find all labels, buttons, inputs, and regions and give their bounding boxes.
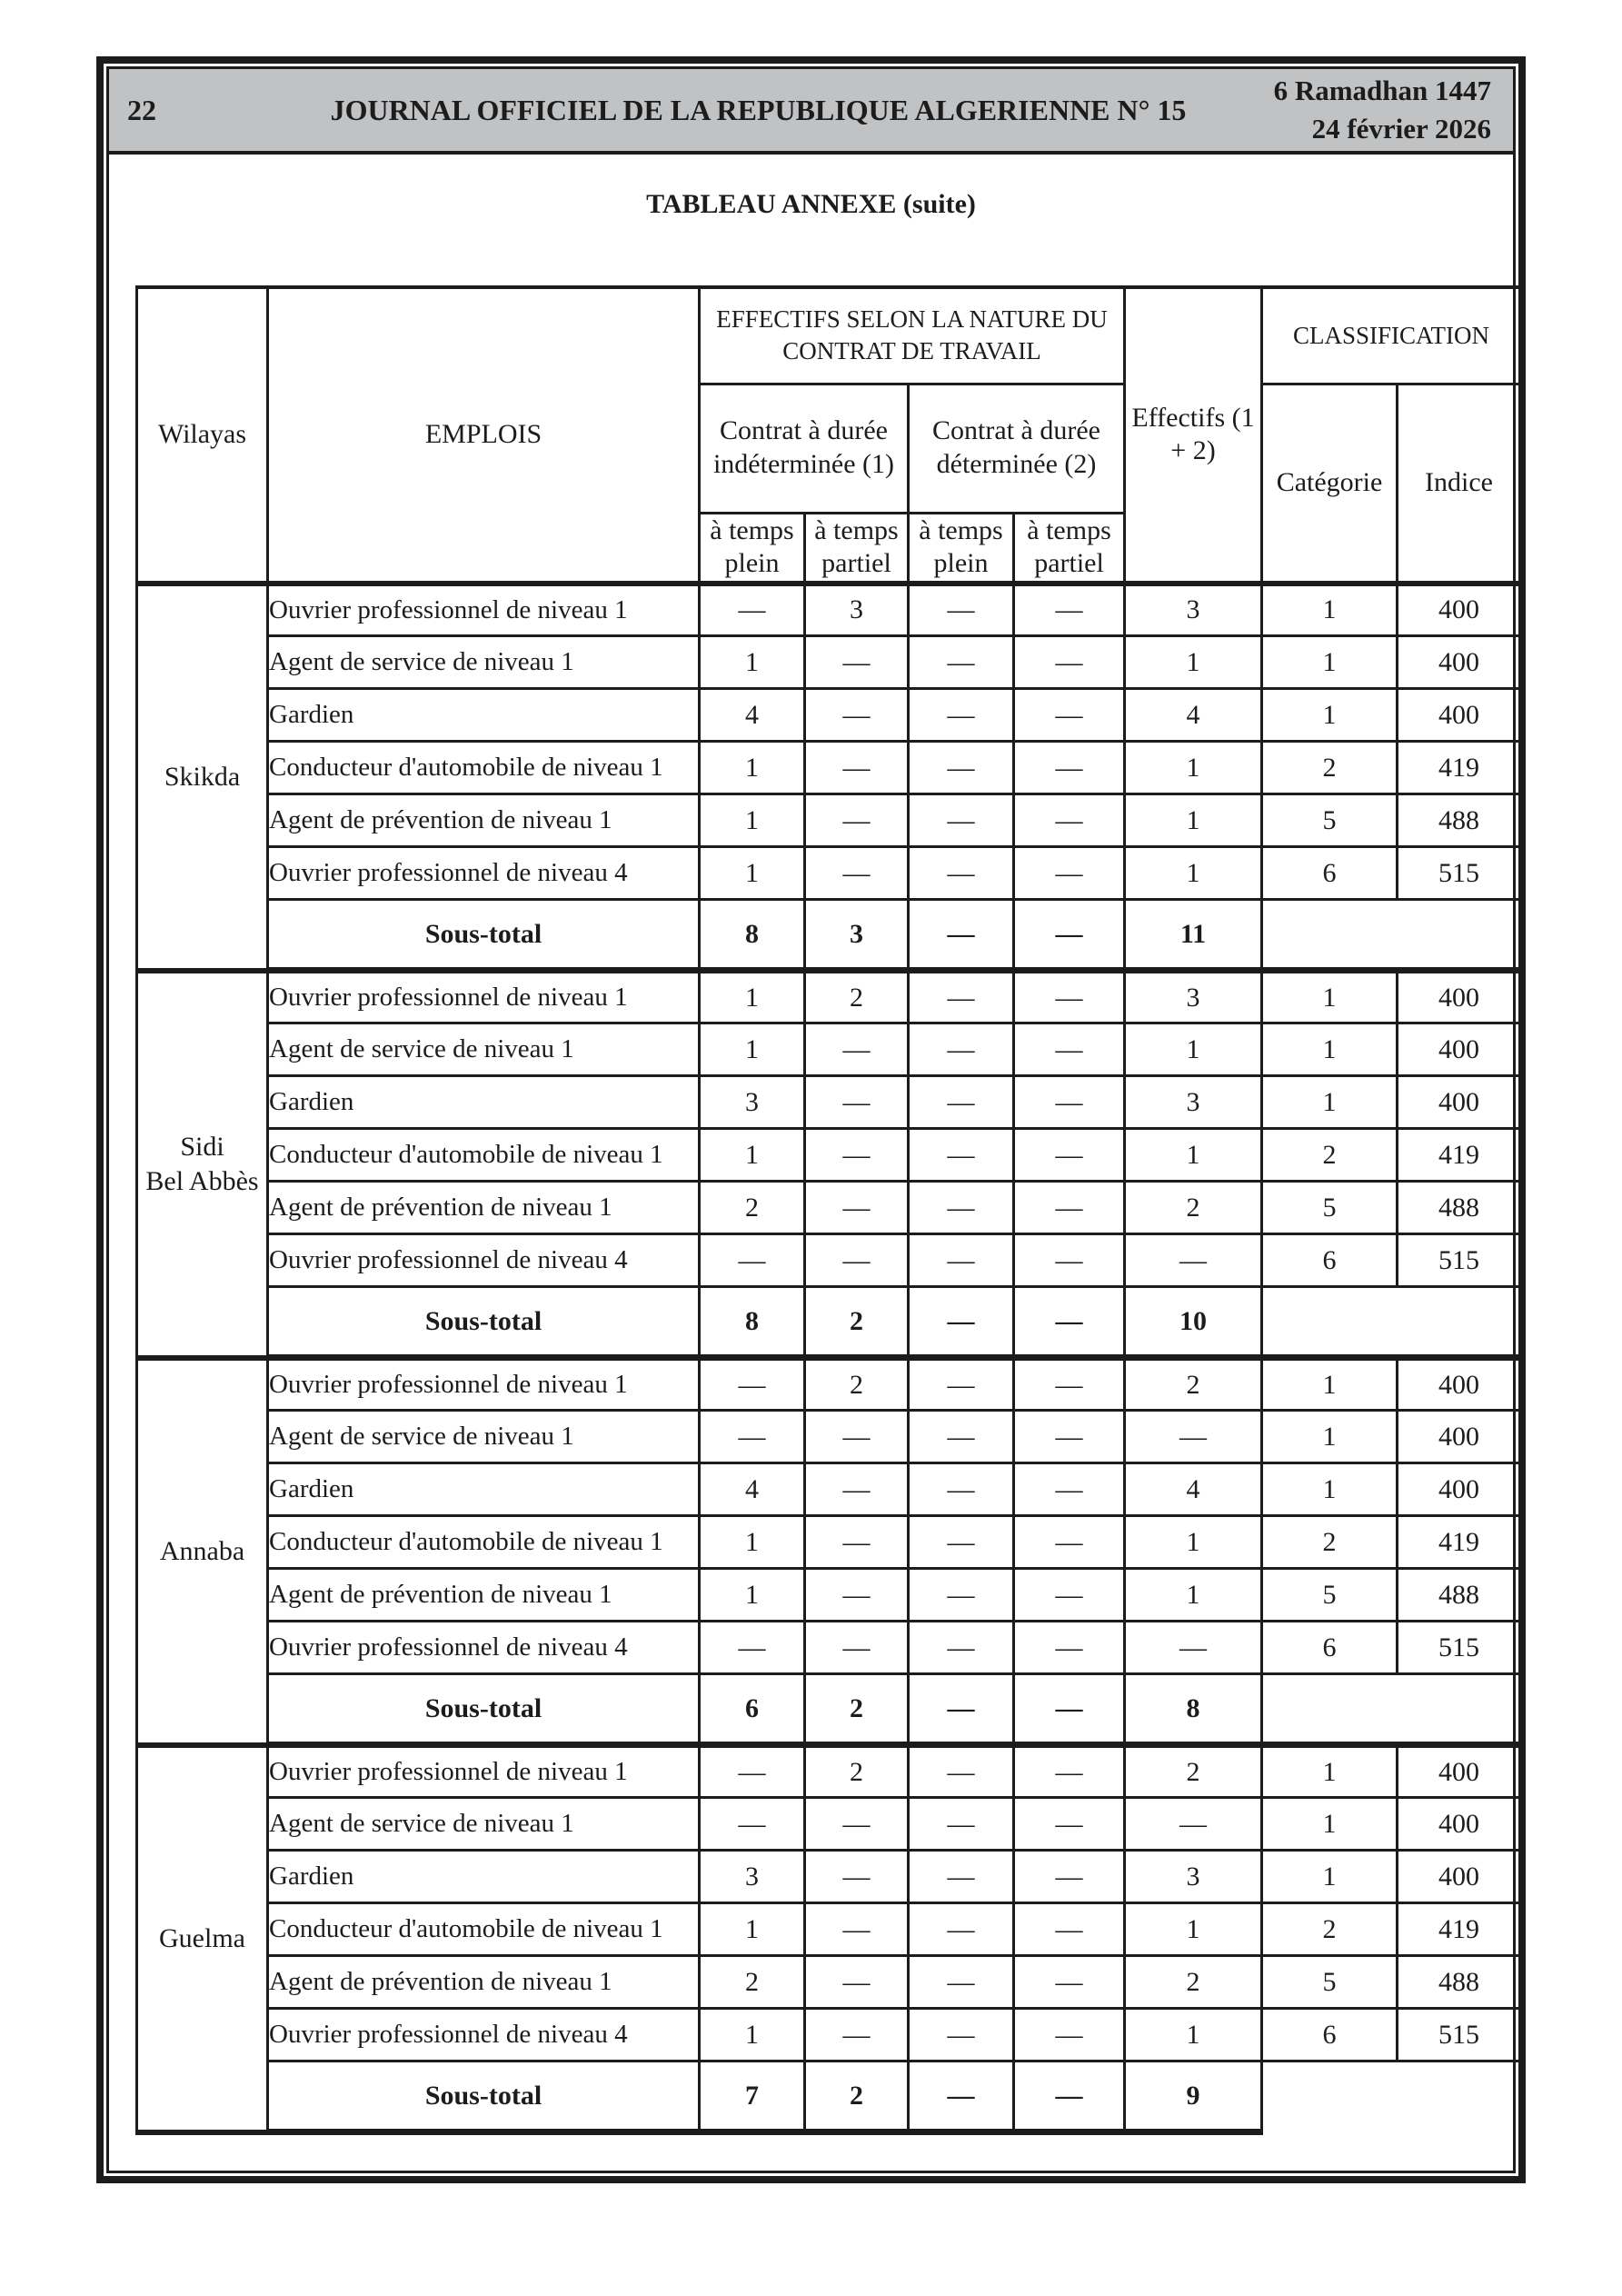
categorie-cell: 1 bbox=[1262, 1798, 1398, 1851]
cdi-plein-cell: 1 bbox=[700, 2009, 805, 2061]
indice-cell: 400 bbox=[1398, 1463, 1521, 1516]
sous-total-classification-blank bbox=[1262, 2061, 1521, 2132]
sous-total-cdi-partiel-cell: 2 bbox=[805, 1287, 909, 1358]
cdi-partiel-cell: — bbox=[805, 1569, 909, 1622]
categorie-cell: 1 bbox=[1262, 584, 1398, 636]
indice-cell: 488 bbox=[1398, 1956, 1521, 2009]
cdi-plein-cell: — bbox=[700, 1798, 805, 1851]
sous-total-cdd-plein-cell: — bbox=[909, 2061, 1014, 2132]
sous-total-effectifs-cell: 8 bbox=[1125, 1674, 1262, 1745]
indice-cell: 400 bbox=[1398, 1076, 1521, 1129]
effectifs-cell: 4 bbox=[1125, 689, 1262, 742]
col-header-cdi-temps-partiel: à temps partiel bbox=[805, 513, 909, 584]
indice-cell: 400 bbox=[1398, 1023, 1521, 1076]
cdi-plein-cell: — bbox=[700, 1411, 805, 1463]
emploi-cell: Gardien bbox=[268, 1463, 700, 1516]
sous-total-label: Sous-total bbox=[268, 900, 700, 971]
cdi-plein-cell: 3 bbox=[700, 1851, 805, 1903]
cdi-partiel-cell: 3 bbox=[805, 584, 909, 636]
indice-cell: 400 bbox=[1398, 1798, 1521, 1851]
categorie-cell: 5 bbox=[1262, 1956, 1398, 2009]
sous-total-cdi-plein-cell: 7 bbox=[700, 2061, 805, 2132]
emploi-cell: Agent de prévention de niveau 1 bbox=[268, 1956, 700, 2009]
emploi-cell: Conducteur d'automobile de niveau 1 bbox=[268, 1129, 700, 1182]
categorie-cell: 1 bbox=[1262, 1851, 1398, 1903]
cdd-plein-cell: — bbox=[909, 1798, 1014, 1851]
sous-total-cdd-partiel-cell: — bbox=[1014, 1674, 1125, 1745]
job-row bbox=[137, 2009, 1521, 2061]
cdd-plein-cell: — bbox=[909, 1129, 1014, 1182]
categorie-cell: 1 bbox=[1262, 1358, 1398, 1411]
cdd-partiel-cell: — bbox=[1014, 1182, 1125, 1234]
cdd-plein-cell: — bbox=[909, 1516, 1014, 1569]
cdd-plein-cell: — bbox=[909, 1023, 1014, 1076]
cdd-partiel-cell: — bbox=[1014, 636, 1125, 689]
cdd-plein-cell: — bbox=[909, 1463, 1014, 1516]
categorie-cell: 5 bbox=[1262, 794, 1398, 847]
cdi-partiel-cell: — bbox=[805, 1023, 909, 1076]
categorie-cell: 2 bbox=[1262, 1516, 1398, 1569]
emploi-cell: Agent de service de niveau 1 bbox=[268, 1411, 700, 1463]
sous-total-cdd-plein-cell: — bbox=[909, 900, 1014, 971]
job-row bbox=[137, 1463, 1521, 1516]
emploi-cell: Ouvrier professionnel de niveau 1 bbox=[268, 584, 700, 636]
cdi-plein-cell: 2 bbox=[700, 1956, 805, 2009]
job-row bbox=[137, 1023, 1521, 1076]
cdd-partiel-cell: — bbox=[1014, 1234, 1125, 1287]
job-row bbox=[137, 1569, 1521, 1622]
job-row bbox=[137, 1358, 1521, 1411]
table-header bbox=[137, 287, 1521, 584]
categorie-cell: 1 bbox=[1262, 1411, 1398, 1463]
emploi-cell: Ouvrier professionnel de niveau 1 bbox=[268, 1358, 700, 1411]
job-row bbox=[137, 847, 1521, 900]
cdi-plein-cell: 1 bbox=[700, 1569, 805, 1622]
cdd-partiel-cell: — bbox=[1014, 1798, 1125, 1851]
categorie-cell: 2 bbox=[1262, 742, 1398, 794]
cdi-partiel-cell: — bbox=[805, 636, 909, 689]
issue-dates bbox=[1253, 69, 1513, 151]
emploi-cell: Agent de service de niveau 1 bbox=[268, 1798, 700, 1851]
cdi-plein-cell: 1 bbox=[700, 1516, 805, 1569]
indice-cell: 400 bbox=[1398, 1358, 1521, 1411]
effectifs-cell: — bbox=[1125, 1622, 1262, 1674]
cdd-partiel-cell: — bbox=[1014, 971, 1125, 1023]
cdd-partiel-cell: — bbox=[1014, 794, 1125, 847]
wilaya-cell: Annaba bbox=[137, 1358, 268, 1745]
indice-cell: 488 bbox=[1398, 1569, 1521, 1622]
sous-total-row bbox=[137, 2061, 1521, 2132]
cdd-partiel-cell: — bbox=[1014, 1569, 1125, 1622]
sous-total-cdd-plein-cell: — bbox=[909, 1674, 1014, 1745]
job-row bbox=[137, 1129, 1521, 1182]
indice-cell: 400 bbox=[1398, 689, 1521, 742]
effectifs-cell: 1 bbox=[1125, 1023, 1262, 1076]
cdi-plein-cell: 1 bbox=[700, 1129, 805, 1182]
cdd-plein-cell: — bbox=[909, 2009, 1014, 2061]
annex-table bbox=[135, 285, 1522, 2135]
cdd-partiel-cell: — bbox=[1014, 1023, 1125, 1076]
effectifs-cell: 1 bbox=[1125, 1516, 1262, 1569]
categorie-cell: 1 bbox=[1262, 689, 1398, 742]
col-header-effectifs-total: Effectifs (1 + 2) bbox=[1125, 287, 1262, 584]
cdi-partiel-cell: — bbox=[805, 1182, 909, 1234]
sous-total-label: Sous-total bbox=[268, 1287, 700, 1358]
cdd-partiel-cell: — bbox=[1014, 742, 1125, 794]
job-row bbox=[137, 1903, 1521, 1956]
categorie-cell: 2 bbox=[1262, 1903, 1398, 1956]
indice-cell: 400 bbox=[1398, 584, 1521, 636]
emploi-cell: Gardien bbox=[268, 1851, 700, 1903]
effectifs-cell: 4 bbox=[1125, 1463, 1262, 1516]
categorie-cell: 1 bbox=[1262, 971, 1398, 1023]
cdd-plein-cell: — bbox=[909, 1622, 1014, 1674]
effectifs-cell: 1 bbox=[1125, 2009, 1262, 2061]
indice-cell: 400 bbox=[1398, 1411, 1521, 1463]
journal-title: JOURNAL OFFICIEL DE LA REPUBLIQUE ALGERIENNE N° 15 bbox=[330, 93, 1187, 126]
indice-cell: 400 bbox=[1398, 971, 1521, 1023]
indice-cell: 488 bbox=[1398, 1182, 1521, 1234]
cdd-partiel-cell: — bbox=[1014, 1463, 1125, 1516]
categorie-cell: 5 bbox=[1262, 1182, 1398, 1234]
date-gregorian: 24 février 2026 bbox=[1311, 113, 1491, 145]
cdi-partiel-cell: — bbox=[805, 1516, 909, 1569]
cdi-plein-cell: 1 bbox=[700, 847, 805, 900]
sous-total-classification-blank bbox=[1262, 1674, 1521, 1745]
table-title: TABLEAU ANNEXE (suite) bbox=[646, 189, 976, 219]
cdd-partiel-cell: — bbox=[1014, 1851, 1125, 1903]
cdi-plein-cell: 4 bbox=[700, 689, 805, 742]
cdi-partiel-cell: — bbox=[805, 847, 909, 900]
categorie-cell: 6 bbox=[1262, 1622, 1398, 1674]
job-row bbox=[137, 1851, 1521, 1903]
emploi-cell: Conducteur d'automobile de niveau 1 bbox=[268, 742, 700, 794]
effectifs-cell: 1 bbox=[1125, 847, 1262, 900]
cdd-partiel-cell: — bbox=[1014, 2009, 1125, 2061]
emploi-cell: Conducteur d'automobile de niveau 1 bbox=[268, 1903, 700, 1956]
cdi-partiel-cell: — bbox=[805, 1463, 909, 1516]
categorie-cell: 2 bbox=[1262, 1129, 1398, 1182]
emploi-cell: Gardien bbox=[268, 689, 700, 742]
col-header-emplois: EMPLOIS bbox=[268, 287, 700, 584]
masthead bbox=[109, 69, 1513, 155]
col-header-classification: CLASSIFICATION bbox=[1262, 287, 1521, 384]
job-row bbox=[137, 1076, 1521, 1129]
cdi-plein-cell: 1 bbox=[700, 636, 805, 689]
sous-total-classification-blank bbox=[1262, 900, 1521, 971]
job-row bbox=[137, 971, 1521, 1023]
cdi-plein-cell: 1 bbox=[700, 794, 805, 847]
cdd-partiel-cell: — bbox=[1014, 1956, 1125, 2009]
col-header-indice: Indice bbox=[1398, 384, 1521, 584]
emploi-cell: Agent de service de niveau 1 bbox=[268, 636, 700, 689]
categorie-cell: 1 bbox=[1262, 636, 1398, 689]
cdd-plein-cell: — bbox=[909, 1903, 1014, 1956]
cdd-plein-cell: — bbox=[909, 1076, 1014, 1129]
sous-total-row bbox=[137, 1287, 1521, 1358]
job-row bbox=[137, 689, 1521, 742]
effectifs-cell: 3 bbox=[1125, 584, 1262, 636]
effectifs-cell: — bbox=[1125, 1234, 1262, 1287]
job-row bbox=[137, 1516, 1521, 1569]
cdi-partiel-cell: 2 bbox=[805, 971, 909, 1023]
indice-cell: 400 bbox=[1398, 1745, 1521, 1798]
cdi-partiel-cell: — bbox=[805, 1622, 909, 1674]
col-header-cdd-temps-partiel: à temps partiel bbox=[1014, 513, 1125, 584]
cdi-plein-cell: 4 bbox=[700, 1463, 805, 1516]
job-row bbox=[137, 1622, 1521, 1674]
effectifs-cell: 1 bbox=[1125, 1569, 1262, 1622]
job-row bbox=[137, 1182, 1521, 1234]
indice-cell: 515 bbox=[1398, 2009, 1521, 2061]
job-row bbox=[137, 584, 1521, 636]
emploi-cell: Agent de prévention de niveau 1 bbox=[268, 1182, 700, 1234]
col-header-cdi-temps-plein: à temps plein bbox=[700, 513, 805, 584]
wilaya-cell: Guelma bbox=[137, 1745, 268, 2132]
effectifs-cell: 1 bbox=[1125, 794, 1262, 847]
indice-cell: 419 bbox=[1398, 1516, 1521, 1569]
sous-total-cdd-partiel-cell: — bbox=[1014, 900, 1125, 971]
cdi-plein-cell: 1 bbox=[700, 971, 805, 1023]
indice-cell: 400 bbox=[1398, 1851, 1521, 1903]
indice-cell: 419 bbox=[1398, 742, 1521, 794]
job-row bbox=[137, 1956, 1521, 2009]
cdi-plein-cell: — bbox=[700, 584, 805, 636]
job-row bbox=[137, 1234, 1521, 1287]
sous-total-cdi-plein-cell: 6 bbox=[700, 1674, 805, 1745]
sous-total-effectifs-cell: 11 bbox=[1125, 900, 1262, 971]
categorie-cell: 1 bbox=[1262, 1076, 1398, 1129]
job-row bbox=[137, 1411, 1521, 1463]
cdd-plein-cell: — bbox=[909, 1234, 1014, 1287]
categorie-cell: 6 bbox=[1262, 2009, 1398, 2061]
cdd-plein-cell: — bbox=[909, 1569, 1014, 1622]
effectifs-cell: 1 bbox=[1125, 1903, 1262, 1956]
emploi-cell: Agent de service de niveau 1 bbox=[268, 1023, 700, 1076]
indice-cell: 488 bbox=[1398, 794, 1521, 847]
cdi-partiel-cell: — bbox=[805, 1798, 909, 1851]
cdi-plein-cell: 2 bbox=[700, 1182, 805, 1234]
cdi-plein-cell: 1 bbox=[700, 1903, 805, 1956]
sous-total-row bbox=[137, 1674, 1521, 1745]
effectifs-cell: 3 bbox=[1125, 971, 1262, 1023]
cdi-partiel-cell: — bbox=[805, 742, 909, 794]
cdi-partiel-cell: — bbox=[805, 1851, 909, 1903]
emploi-cell: Ouvrier professionnel de niveau 4 bbox=[268, 847, 700, 900]
cdd-partiel-cell: — bbox=[1014, 1903, 1125, 1956]
emploi-cell: Ouvrier professionnel de niveau 1 bbox=[268, 971, 700, 1023]
job-row bbox=[137, 742, 1521, 794]
cdi-plein-cell: — bbox=[700, 1745, 805, 1798]
cdd-partiel-cell: — bbox=[1014, 1358, 1125, 1411]
categorie-cell: 1 bbox=[1262, 1463, 1398, 1516]
effectifs-cell: — bbox=[1125, 1411, 1262, 1463]
cdd-plein-cell: — bbox=[909, 794, 1014, 847]
sous-total-cdi-plein-cell: 8 bbox=[700, 900, 805, 971]
indice-cell: 515 bbox=[1398, 1234, 1521, 1287]
emploi-cell: Conducteur d'automobile de niveau 1 bbox=[268, 1516, 700, 1569]
cdd-partiel-cell: — bbox=[1014, 847, 1125, 900]
col-header-cdi: Contrat à durée indéterminée (1) bbox=[700, 384, 909, 513]
categorie-cell: 5 bbox=[1262, 1569, 1398, 1622]
cdd-partiel-cell: — bbox=[1014, 689, 1125, 742]
date-hijri: 6 Ramadhan 1447 bbox=[1273, 75, 1491, 107]
cdi-plein-cell: 3 bbox=[700, 1076, 805, 1129]
sous-total-effectifs-cell: 9 bbox=[1125, 2061, 1262, 2132]
emploi-cell: Agent de prévention de niveau 1 bbox=[268, 1569, 700, 1622]
sous-total-cdi-partiel-cell: 3 bbox=[805, 900, 909, 971]
cdd-plein-cell: — bbox=[909, 971, 1014, 1023]
cdd-partiel-cell: — bbox=[1014, 1129, 1125, 1182]
cdi-plein-cell: — bbox=[700, 1622, 805, 1674]
page-number: 22 bbox=[127, 93, 156, 126]
cdi-partiel-cell: — bbox=[805, 689, 909, 742]
indice-cell: 419 bbox=[1398, 1903, 1521, 1956]
sous-total-label: Sous-total bbox=[268, 2061, 700, 2132]
cdi-plein-cell: — bbox=[700, 1358, 805, 1411]
cdd-plein-cell: — bbox=[909, 1745, 1014, 1798]
sous-total-cdi-partiel-cell: 2 bbox=[805, 1674, 909, 1745]
cdd-plein-cell: — bbox=[909, 689, 1014, 742]
job-row bbox=[137, 636, 1521, 689]
sous-total-row bbox=[137, 900, 1521, 971]
cdi-plein-cell: 1 bbox=[700, 1023, 805, 1076]
cdd-partiel-cell: — bbox=[1014, 584, 1125, 636]
effectifs-cell: 1 bbox=[1125, 742, 1262, 794]
col-header-cdd: Contrat à durée déterminée (2) bbox=[909, 384, 1125, 513]
effectifs-cell: — bbox=[1125, 1798, 1262, 1851]
sous-total-cdi-partiel-cell: 2 bbox=[805, 2061, 909, 2132]
col-header-effectifs-nature: EFFECTIFS SELON LA NATURE DU CONTRAT DE TRAVAIL bbox=[700, 287, 1125, 384]
emploi-cell: Ouvrier professionnel de niveau 1 bbox=[268, 1745, 700, 1798]
effectifs-cell: 1 bbox=[1125, 636, 1262, 689]
cdd-plein-cell: — bbox=[909, 1182, 1014, 1234]
cdi-plein-cell: 1 bbox=[700, 742, 805, 794]
cdi-partiel-cell: — bbox=[805, 1903, 909, 1956]
cdd-plein-cell: — bbox=[909, 1851, 1014, 1903]
sous-total-cdd-plein-cell: — bbox=[909, 1287, 1014, 1358]
cdd-plein-cell: — bbox=[909, 1411, 1014, 1463]
cdd-plein-cell: — bbox=[909, 636, 1014, 689]
col-header-categorie: Catégorie bbox=[1262, 384, 1398, 584]
cdi-partiel-cell: — bbox=[805, 1076, 909, 1129]
sous-total-classification-blank bbox=[1262, 1287, 1521, 1358]
emploi-cell: Gardien bbox=[268, 1076, 700, 1129]
cdd-partiel-cell: — bbox=[1014, 1076, 1125, 1129]
emploi-cell: Agent de prévention de niveau 1 bbox=[268, 794, 700, 847]
indice-cell: 515 bbox=[1398, 1622, 1521, 1674]
col-header-wilayas: Wilayas bbox=[137, 287, 268, 584]
effectifs-cell: 3 bbox=[1125, 1851, 1262, 1903]
cdi-partiel-cell: — bbox=[805, 1956, 909, 2009]
cdd-partiel-cell: — bbox=[1014, 1745, 1125, 1798]
cdd-plein-cell: — bbox=[909, 847, 1014, 900]
emploi-cell: Ouvrier professionnel de niveau 4 bbox=[268, 1234, 700, 1287]
indice-cell: 419 bbox=[1398, 1129, 1521, 1182]
cdd-plein-cell: — bbox=[909, 1956, 1014, 2009]
wilaya-cell: Skikda bbox=[137, 584, 268, 971]
emploi-cell: Ouvrier professionnel de niveau 4 bbox=[268, 1622, 700, 1674]
effectifs-cell: 2 bbox=[1125, 1956, 1262, 2009]
sous-total-cdd-partiel-cell: — bbox=[1014, 1287, 1125, 1358]
cdi-partiel-cell: — bbox=[805, 794, 909, 847]
emploi-cell: Ouvrier professionnel de niveau 4 bbox=[268, 2009, 700, 2061]
job-row bbox=[137, 1745, 1521, 1798]
cdd-plein-cell: — bbox=[909, 1358, 1014, 1411]
cdd-plein-cell: — bbox=[909, 584, 1014, 636]
cdd-partiel-cell: — bbox=[1014, 1516, 1125, 1569]
sous-total-cdi-plein-cell: 8 bbox=[700, 1287, 805, 1358]
sous-total-cdd-partiel-cell: — bbox=[1014, 2061, 1125, 2132]
wilaya-cell: Sidi Bel Abbès bbox=[137, 971, 268, 1358]
categorie-cell: 1 bbox=[1262, 1745, 1398, 1798]
col-header-cdd-temps-plein: à temps plein bbox=[909, 513, 1014, 584]
cdd-partiel-cell: — bbox=[1014, 1411, 1125, 1463]
indice-cell: 400 bbox=[1398, 636, 1521, 689]
cdd-partiel-cell: — bbox=[1014, 1622, 1125, 1674]
cdi-partiel-cell: 2 bbox=[805, 1358, 909, 1411]
categorie-cell: 6 bbox=[1262, 1234, 1398, 1287]
indice-cell: 515 bbox=[1398, 847, 1521, 900]
cdi-partiel-cell: — bbox=[805, 2009, 909, 2061]
categorie-cell: 6 bbox=[1262, 847, 1398, 900]
effectifs-cell: 2 bbox=[1125, 1182, 1262, 1234]
effectifs-cell: 2 bbox=[1125, 1358, 1262, 1411]
cdi-partiel-cell: — bbox=[805, 1129, 909, 1182]
cdi-partiel-cell: — bbox=[805, 1234, 909, 1287]
sous-total-effectifs-cell: 10 bbox=[1125, 1287, 1262, 1358]
job-row bbox=[137, 794, 1521, 847]
categorie-cell: 1 bbox=[1262, 1023, 1398, 1076]
cdi-partiel-cell: 2 bbox=[805, 1745, 909, 1798]
effectifs-cell: 1 bbox=[1125, 1129, 1262, 1182]
effectifs-cell: 3 bbox=[1125, 1076, 1262, 1129]
cdi-plein-cell: — bbox=[700, 1234, 805, 1287]
cdi-partiel-cell: — bbox=[805, 1411, 909, 1463]
cdd-plein-cell: — bbox=[909, 742, 1014, 794]
table-body bbox=[137, 584, 1521, 2132]
job-row bbox=[137, 1798, 1521, 1851]
effectifs-cell: 2 bbox=[1125, 1745, 1262, 1798]
sous-total-label: Sous-total bbox=[268, 1674, 700, 1745]
